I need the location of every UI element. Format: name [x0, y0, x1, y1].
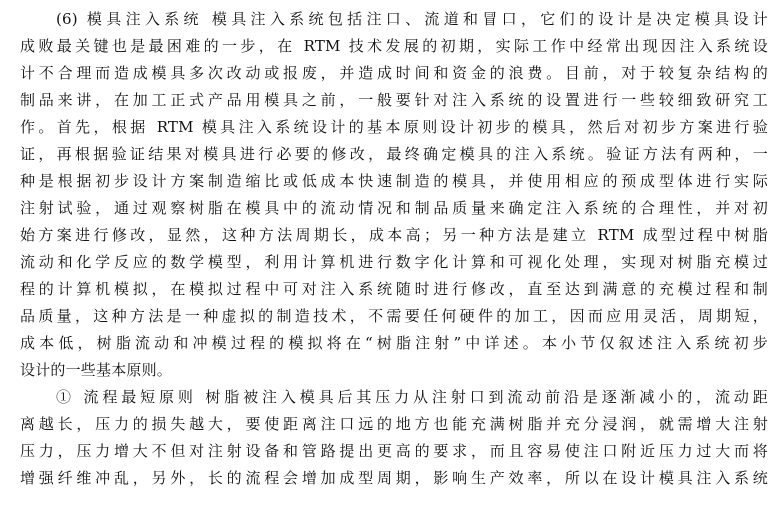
text-line: 设计的一些基本原则。: [20, 361, 173, 379]
text-line: 计不合理而造成模具多次改动或报废，并造成时间和资金的浪费。目前，对于较复杂结构的: [20, 64, 768, 82]
text-line: 品质量，这种方法是一种虚拟的制造技术，不需要任何硬件的加工，因而应用灵活，周期短，: [20, 307, 768, 325]
text-line: 制品来讲，在加工正式产品用模具之前，一般要针对注入系统的设置进行一些较细致研究工: [20, 91, 768, 109]
text-line: ① 流程最短原则 树脂被注入模具后其压力从注射口到流动前沿是逐渐减小的，流动距: [56, 388, 768, 406]
text-line: 证，再根据验证结果对模具进行必要的修改，最终确定模具的注入系统。验证方法有两种，一: [20, 145, 768, 163]
text-line: (6) 模具注入系统 模具注入系统包括注口、流道和冒口，它们的设计是决定模具设计: [56, 10, 768, 28]
text-line: 作。首先，根据 RTM 模具注入系统设计的基本原则设计初步的模具，然后对初步方案进行验: [20, 118, 768, 136]
text-line: 成败最关键也是最困难的一步，在 RTM 技术发展的初期，实际工作中经常出现因注入系统设: [20, 37, 768, 55]
text-line: 流动和化学反应的数学模型，利用计算机进行数字化计算和可视化处理，实现对树脂充模过: [20, 253, 768, 271]
text-line: 增强纤维冲乱，另外，长的流程会增加成型周期，影响生产效率，所以在设计模具注入系统: [20, 469, 768, 487]
text-line: 离越长，压力的损失越大，要使距离注口远的地方也能充满树脂并充分浸润，就需增大注射: [20, 415, 768, 433]
text-line: 始方案进行修改，显然，这种方法周期长，成本高；另一种方法是建立 RTM 成型过程中树脂: [20, 226, 768, 244]
text-line: 成本低，树脂流动和冲模过程的模拟将在“树脂注射”中详述。本小节仅叙述注入系统初步: [20, 334, 768, 352]
text-line: 程的计算机模拟，在模拟过程中可对注入系统随时进行修改，直至达到满意的充模过程和制: [20, 280, 768, 298]
text-line: 压力，压力增大不但对注射设备和管路提出更高的要求，而且容易使注口附近压力过大而将: [20, 442, 768, 460]
text-line: 注射试验，通过观察树脂在模具中的流动情况和制品质量来确定注入系统的合理性，并对初: [20, 199, 768, 217]
text-line: 种是根据初步设计方案制造缩比或低成本快速制造的模具，并使用相应的预成型体进行实际: [20, 172, 768, 190]
